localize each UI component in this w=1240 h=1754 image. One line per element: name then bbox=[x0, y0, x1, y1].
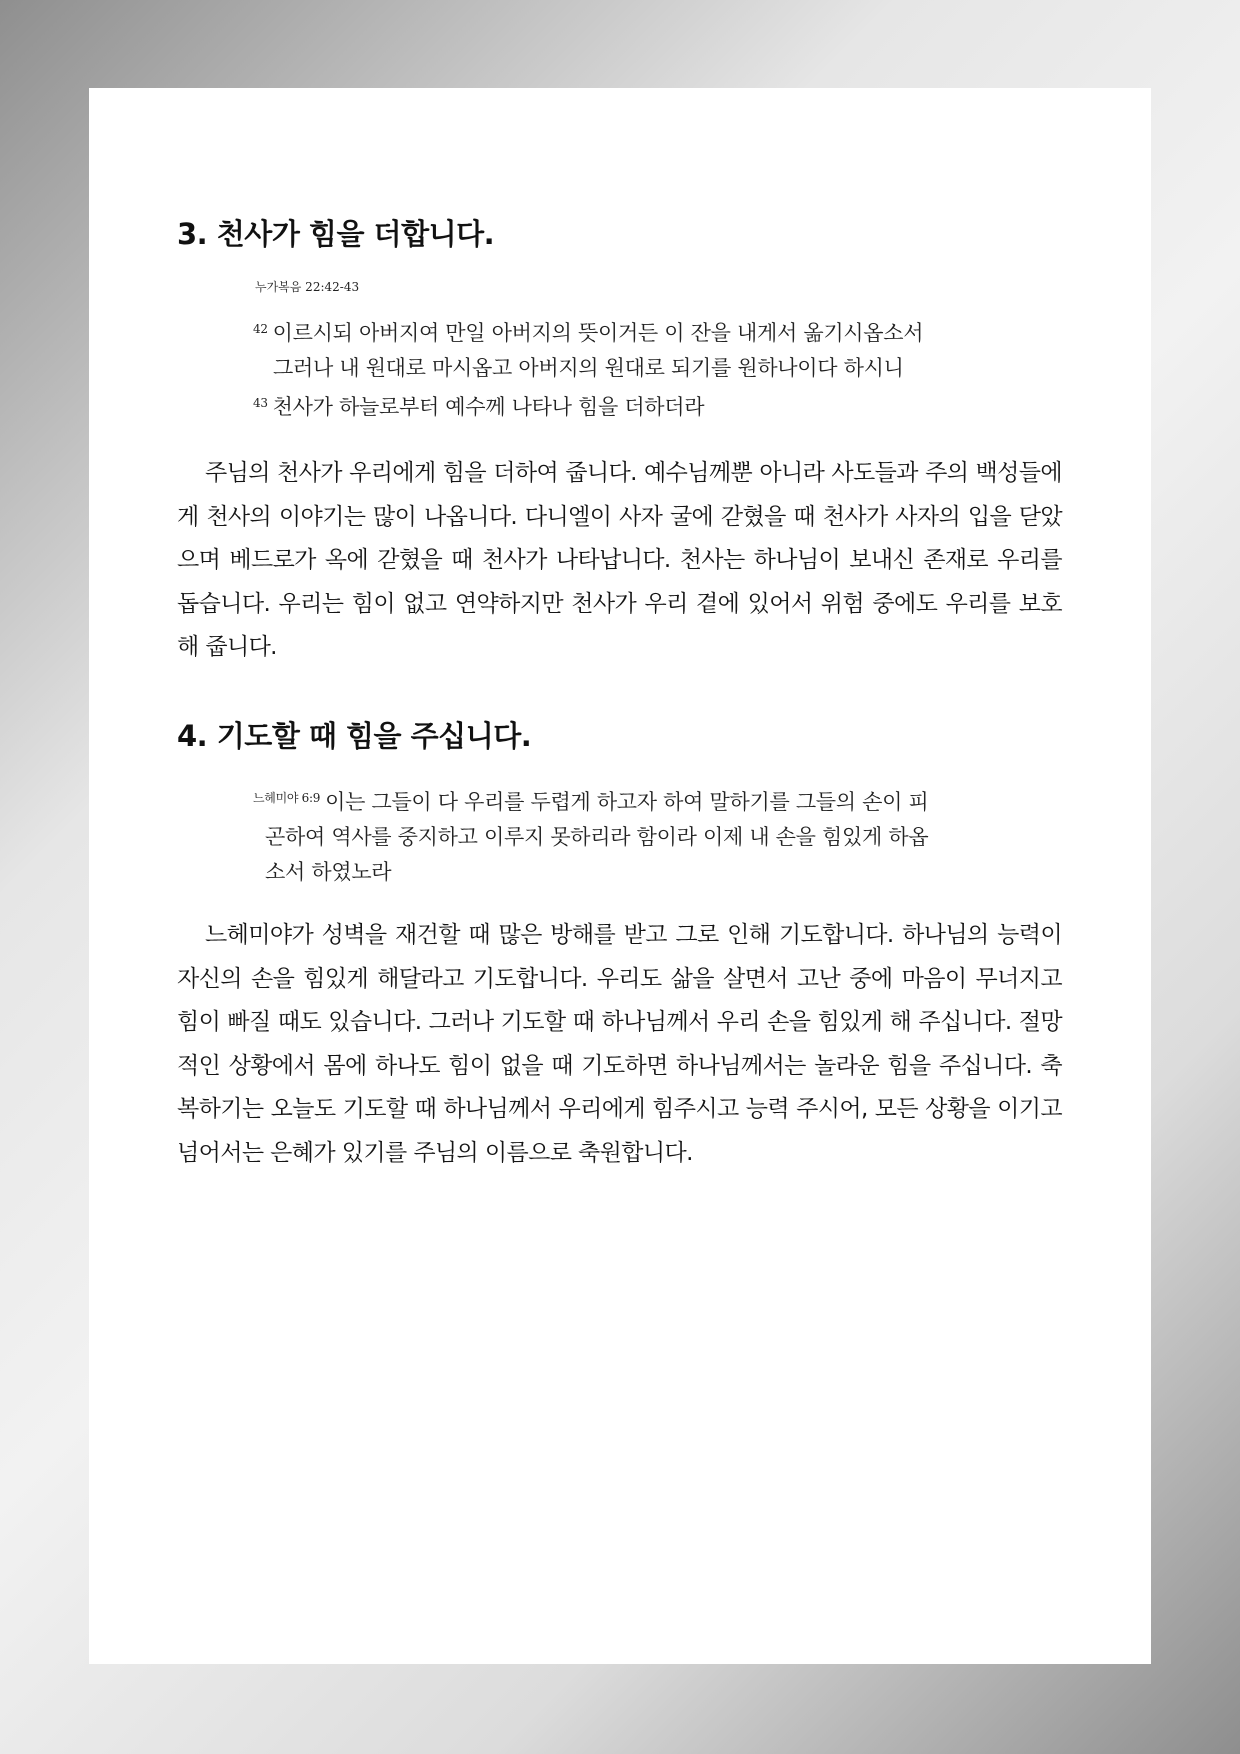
document-page bbox=[89, 88, 1151, 1664]
verse-line bbox=[253, 820, 995, 855]
body-paragraph: 느헤미야가 성벽을 재건할 때 많은 방해를 받고 그로 인해 기도합니다. 하나님의 능력이 자신의 손을 힘있게 해달라고 기도합니다. 우리도 삶을 살면서 고난 중에 마음이 무너지고 힘이 빠질 때도 있습니다. 그러나 기도할 때 하나님께서 우리 손을 힘있게 해 주십니다. 절망적인 상황에서 몸에 하나도 힘이 없을 때 기도하면 하나님께서는 놀라운 힘을 주십니다. 축복하기는 오늘도 기도할 때 하나님께서 우리에게 힘주시고 능력 주시어, 모든 상황을 이기고 넘어서는 은혜가 있기를 주님의 이름으로 축원합니다. bbox=[177, 922, 1062, 1166]
verse-line bbox=[253, 855, 995, 890]
body-paragraph: 주님의 천사가 우리에게 힘을 더하여 줍니다. 예수님께뿐 아니라 사도들과 주의 백성들에게 천사의 이야기는 많이 나옵니다. 다니엘이 사자 굴에 갇혔을 때 천사가 사자의 입을 닫았으며 베드로가 옥에 갇혔을 때 천사가 나타납니다. 천사는 하나님이 보내신 존재로 우리를 돕습니다. 우리는 힘이 없고 연약하지만 천사가 우리 곁에 있어서 위험 중에도 우리를 보호해 줍니다. bbox=[177, 460, 1062, 660]
verse-line bbox=[253, 386, 995, 425]
verse-line bbox=[253, 781, 995, 820]
scripture-reference: 느헤미야 6:9 bbox=[253, 791, 321, 805]
verse-number: 42 bbox=[253, 322, 268, 336]
section-heading-3: 3. 천사가 힘을 더합니다. bbox=[177, 217, 495, 251]
verse-line bbox=[253, 312, 995, 351]
verse-text: 이르시되 아버지여 만일 아버지의 뜻이거든 이 잔을 내게서 옮기시옵소서 bbox=[272, 321, 924, 345]
verse-text: 천사가 하늘로부터 예수께 나타나 힘을 더하더라 bbox=[272, 395, 705, 419]
verse-text: 그러나 내 원대로 마시옵고 아버지의 원대로 되기를 원하나이다 하시니 bbox=[273, 356, 904, 380]
verse-text: 이는 그들이 다 우리를 두렵게 하고자 하여 말하기를 그들의 손이 피 bbox=[325, 790, 929, 814]
verse-line bbox=[253, 351, 995, 386]
section-heading-4: 4. 기도할 때 힘을 주십니다. bbox=[177, 719, 532, 753]
scripture-reference: 누가복음 22:42-43 bbox=[255, 280, 360, 294]
verse-text: 곤하여 역사를 중지하고 이루지 못하리라 함이라 이제 내 손을 힘있게 하옵 bbox=[265, 825, 929, 849]
verse-number: 43 bbox=[253, 396, 268, 410]
verse-text: 소서 하였노라 bbox=[265, 860, 392, 884]
scripture-quote bbox=[253, 781, 995, 890]
scripture-quote bbox=[253, 312, 995, 425]
